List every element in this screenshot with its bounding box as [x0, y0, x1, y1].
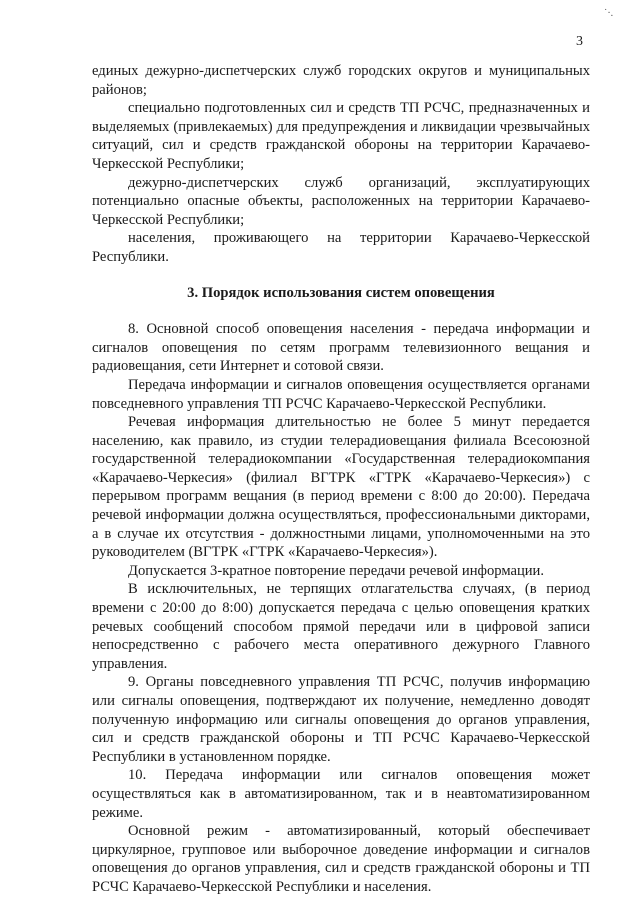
document-body	[92, 62, 590, 897]
body-paragraph: 10. Передача информации или сигналов оповещения может осуществляться как в автоматизированном, так и в неавтоматизированном режиме.	[92, 767, 590, 821]
body-paragraph: Допускается 3-кратное повторение передачи речевой информации.	[128, 562, 545, 579]
intro-paragraph: единых дежурно-диспетчерских служб городских округов и муниципальных районов;	[92, 63, 590, 98]
corner-mark: ˙·.	[604, 8, 614, 19]
body-paragraph: В исключительных, не терпящих отлагательства случаях, (в период времени с 20:00 до 8:00) допускается передача с целью оповещения кратких речевых сообщений способом прямой передачи или в цифровой записи непосредственно с рабочего места оперативного дежурного Главного управления.	[92, 581, 590, 672]
section-heading: 3. Порядок использования систем оповещения	[187, 284, 495, 301]
intro-paragraph: специально подготовленных сил и средств ТП РСЧС, предназначенных и выделяемых (привлекаемых) для предупреждения и ликвидации чрезвычайных ситуаций, сил и средств гражданской обороны на территории Карачаево-Черкесской Республики;	[92, 100, 590, 172]
body-paragraph: Речевая информация длительностью не более 5 минут передается населению, как правило, из студии телерадиовещания филиала Всесоюзной государственной телерадиокомпании «Государственная телерадиокомпания «Карачаево-Черкесия» (филиал ВГТРК «ГТРК «Карачаево-Черкесия») с перерывом программ вещания (в период времени с 8:00 до 20:00). Передача речевой информации должна осуществляться, профессиональными дикторами, а в случае их отсутствия - должностными лицами, уполномоченными на это руководителем (ВГТРК «ГТРК «Карачаево-Черкесия»).	[92, 414, 590, 561]
body-paragraph: Передача информации и сигналов оповещения осуществляется органами повседневного управления ТП РСЧС Карачаево-Черкесской Республики.	[92, 376, 590, 412]
intro-paragraph: населения, проживающего на территории Карачаево-Черкесской Республики.	[92, 230, 590, 265]
intro-paragraph: дежурно-диспетчерских служб организаций, эксплуатирующих потенциально опасные объекты, расположенных на территории Карачаево-Черкесской Республики;	[92, 174, 590, 228]
body-paragraph: 8. Основной способ оповещения населения - передача информации и сигналов оповещения по сетям программ телевизионного вещания и радиовещания, сети Интернет и сотовой связи.	[92, 321, 590, 375]
body-paragraph: 9. Органы повседневного управления ТП РСЧС, получив информацию или сигналы оповещения, подтверждают их получение, немедленно доводят полученную информацию или сигналы оповещения до органов управления, сил и средств гражданской обороны и ТП РСЧС Карачаево-Черкесской Республики в установленном порядке.	[92, 674, 590, 765]
body-paragraph: Основной режим - автоматизированный, который обеспечивает циркулярное, групповое или выборочное доведение информации и сигналов оповещения до органов управления, сил и средств гражданской обороны и ТП РСЧС Карачаево-Черкесской Республики и населения.	[92, 823, 590, 895]
page-number: 3	[576, 34, 583, 49]
